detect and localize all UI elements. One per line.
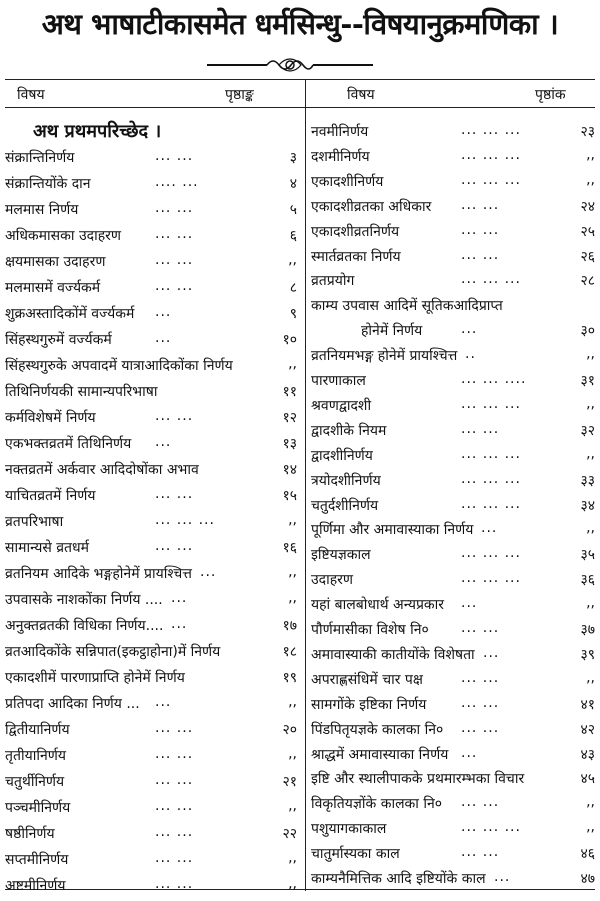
right-page-header: पृष्ठांक (535, 87, 566, 103)
entry-label: मलमासमें वर्ज्यकर्म (5, 280, 101, 296)
leader-dots: ... ... (155, 876, 194, 892)
page-number: २६ (580, 248, 595, 265)
index-entry (5, 876, 297, 901)
index-entry (5, 382, 297, 407)
page-title: अथ भाषाटीकासमेत धर्मसिन्धु--विषयानुक्रमणिका । (41, 7, 559, 41)
page-number: ,, (586, 520, 595, 537)
index-entry (311, 197, 595, 222)
page-number: ,, (288, 876, 297, 892)
entry-label: यहां बालबोधार्थ अन्यप्रकार (311, 597, 445, 614)
entry-label: इष्टियज्ञकाल (311, 547, 371, 564)
entry-label: काम्य उपवास आदिमें सूतिकआदिप्राप्त (311, 298, 503, 315)
page-number: ,, (586, 346, 595, 363)
page-number: ३७ (580, 622, 595, 638)
page-number: १९ (282, 670, 297, 686)
leader-dots: ... ... (461, 694, 500, 711)
entry-label: दशमीनिर्णय (311, 148, 370, 165)
page-number: ,, (586, 171, 595, 188)
index-entry (311, 421, 595, 446)
index-entry (5, 720, 297, 745)
page-number: ३३ (580, 472, 595, 489)
entry-label: अपराह्णसंधिमें चार पक्ष (311, 671, 423, 688)
entry-label: सिंहस्थगुरुमें वर्ज्यकर्म (5, 332, 112, 348)
page-number: १८ (282, 644, 297, 660)
leader-dots: ... (171, 616, 188, 632)
entry-label: एकभक्तव्रतमें तिथिनिर्णय (5, 436, 132, 452)
index-entry (5, 512, 297, 537)
entry-label: सामान्यसे व्रतधर्म (5, 540, 89, 556)
leader-dots: ... ... (155, 850, 194, 866)
leader-dots: ... ... (461, 794, 500, 811)
page-number: २० (282, 722, 297, 738)
leader-dots: ... ... ... (461, 495, 521, 512)
index-entry (311, 247, 595, 272)
entry-label: सामगोंके इष्टिका निर्णय (311, 696, 427, 713)
entry-label: तिथिनिर्णयकी सामान्यपरिभाषा (5, 384, 158, 400)
leader-dots: ... ... (155, 720, 194, 736)
right-subject-header: विषय (347, 87, 375, 103)
leader-dots: ... ... (155, 200, 194, 216)
entry-label: पञ्चमीनिर्णय (5, 800, 71, 816)
page-number: १७ (282, 618, 297, 634)
leader-dots: ... ... (461, 719, 500, 736)
page-number: ,, (288, 252, 297, 268)
section-heading: अथ प्रथमपरिच्छेद । (33, 121, 162, 142)
leader-dots: ... ... (155, 278, 194, 294)
left-column (5, 79, 305, 894)
leader-dots: ... ... ... (461, 570, 521, 587)
page-number: १४ (282, 462, 297, 478)
page-number: १३ (282, 436, 297, 452)
page-number: ५ (289, 202, 297, 218)
index-entry (311, 670, 595, 695)
entry-label: एकादशीव्रतका अधिकार (311, 198, 432, 215)
page-number: ,, (288, 356, 297, 372)
entry-label: नवमीनिर्णय (311, 124, 369, 140)
leader-dots: ... ... (155, 772, 194, 788)
entry-label: द्वादशीके नियम (311, 422, 387, 439)
entry-label: एकादशीनिर्णय (311, 173, 384, 190)
index-entry (311, 147, 595, 172)
entry-label: सप्तमीनिर्णय (5, 852, 69, 868)
page-number: ३२ (580, 422, 595, 439)
entry-label: द्वितीयानिर्णय (5, 722, 70, 738)
leader-dots: ... (494, 869, 511, 885)
page-number: ,, (586, 395, 595, 412)
page-number: २१ (282, 774, 297, 790)
index-entry (311, 695, 595, 720)
page-number: १२ (282, 410, 297, 426)
index-entry (311, 371, 595, 396)
page-number: ३४ (580, 497, 595, 514)
column-separator (305, 79, 306, 891)
entry-label: मलमास निर्णय (5, 202, 79, 218)
entry-label: व्रतनियमभङ्ग होनेमें प्रायश्चित्त (311, 348, 458, 365)
index-entry (5, 564, 297, 589)
leader-dots: ... ... (155, 746, 194, 762)
entry-label: उपवासके नाशकोंका निर्णय .... (5, 592, 163, 608)
entry-label: नक्तव्रतमें अर्कवार आदिदोषोंका अभाव (5, 462, 199, 478)
leader-dots: ... ... ... (461, 470, 521, 487)
index-entry (311, 271, 595, 296)
entry-label: अष्टमीनिर्णय (5, 878, 66, 894)
index-entry (311, 446, 595, 471)
entry-label: व्रतनियम आदिके भङ्गहोनेमें प्रायश्चित्त (5, 566, 192, 582)
leader-dots: ... ... (461, 420, 500, 437)
index-entry (311, 869, 595, 894)
page-number: ,, (586, 669, 595, 686)
leader-dots: ... (461, 595, 478, 612)
leader-dots: ... ... (461, 196, 500, 213)
index-entry (5, 460, 297, 485)
leader-dots: ... ... (155, 824, 194, 840)
entry-label: विकृतियज्ञोंके कालका नि० (311, 796, 443, 813)
index-entry (311, 769, 595, 794)
index-entry (311, 570, 595, 595)
entry-label: होनेमें निर्णय (361, 323, 423, 340)
entry-label: काम्यनैमित्तिक आदि इष्टियोंके काल (311, 871, 486, 887)
page-number: २८ (580, 273, 595, 290)
entry-label: व्रतप्रयोग (311, 273, 355, 290)
index-entry (5, 408, 297, 433)
page-number: ,, (586, 819, 595, 836)
index-entry (311, 794, 595, 819)
leader-dots: ... ... ... (461, 819, 521, 836)
entry-label: चातुर्मास्यका काल (311, 846, 400, 863)
page-number: ३५ (580, 547, 595, 564)
entry-label: याचितव्रतमें निर्णय (5, 488, 96, 504)
entry-label: शुक्रअस्तादिकोंमें वर्ज्यकर्म (5, 306, 135, 322)
leader-dots: ... ... ... (461, 545, 521, 562)
page-number: २३ (580, 124, 595, 140)
leader-dots: ... ... (155, 538, 194, 554)
index-entry (311, 496, 595, 521)
page-number: १६ (282, 540, 297, 556)
index-entry (5, 200, 297, 225)
page-number: ३० (580, 323, 595, 340)
entry-label: द्वादशीनिर्णय (311, 447, 373, 464)
entry-label: अधिकमासका उदाहरण (5, 228, 121, 244)
page-number: ,, (586, 445, 595, 462)
page-number: ९ (289, 306, 297, 322)
leader-dots: ... (481, 520, 498, 537)
entry-label: इष्टि और स्थालीपाकके प्रथमारम्भका विचार (311, 771, 525, 788)
page-number: ,, (288, 694, 297, 710)
entry-label: श्रवणद्वादशी (311, 397, 372, 414)
index-entry (311, 296, 595, 321)
page-number: ४७ (580, 871, 595, 887)
entry-label: श्राद्धमें अमावास्याका निर्णय (311, 746, 449, 763)
index-entry (311, 396, 595, 421)
index-entry (311, 520, 595, 545)
entry-label: पिंडपितृयज्ञके कालका नि० (311, 721, 444, 738)
page-number: ,, (586, 595, 595, 612)
left-subject-header: विषय (17, 87, 45, 103)
index-entry (5, 356, 297, 381)
index-entry (5, 148, 297, 173)
page-number: ,, (288, 798, 297, 814)
index-entry (5, 616, 297, 641)
leader-dots: ... ... (461, 620, 500, 636)
index-entry (311, 222, 595, 247)
entry-label: व्रतपरिभाषा (5, 514, 64, 530)
leader-dots: ... ... ... (461, 271, 521, 288)
index-entry (5, 590, 297, 615)
leader-dots: ... ... (155, 798, 194, 814)
leader-dots: ... ... (461, 844, 500, 861)
index-entry (311, 321, 595, 346)
leader-dots: .. (465, 346, 476, 363)
page-number: ४३ (580, 746, 595, 763)
index-entry (311, 844, 595, 869)
entry-label: उदाहरण (311, 572, 354, 589)
index-entry (311, 545, 595, 570)
leader-dots: ... ... (155, 226, 194, 242)
leader-dots: ... (155, 434, 172, 450)
index-entry (5, 772, 297, 797)
entry-label: कर्मविशेषमें निर्णय (5, 410, 96, 426)
leader-dots: ... (155, 304, 172, 320)
index-entry (5, 278, 297, 303)
index-entry (311, 620, 595, 645)
leader-dots: ... (483, 644, 500, 661)
index-entry (5, 668, 297, 693)
page-number: १५ (282, 488, 297, 504)
index-entry (311, 172, 595, 197)
leader-dots: ... ... ... (461, 146, 521, 163)
entry-label: प्रतिपदा आदिका निर्णय ... (5, 696, 140, 712)
index-entry (5, 226, 297, 251)
page-number: ४१ (580, 696, 595, 713)
leader-dots: ... ... ... (461, 395, 521, 412)
index-entry (5, 798, 297, 823)
leader-dots: ... ... (155, 252, 194, 268)
entry-label: सिंहस्थगुरुके अपवादमें यात्राआदिकोंका निर्णय (5, 358, 233, 374)
page-number: ४६ (580, 846, 595, 863)
index-entry (5, 746, 297, 771)
leader-dots: ... (200, 564, 217, 580)
index-entry (5, 434, 297, 459)
entry-label: पौर्णमासीका विशेष नि० (311, 622, 429, 638)
leader-dots: ... ... ... (155, 512, 215, 528)
page-number: ३९ (580, 646, 595, 663)
leader-dots: ... ... (155, 408, 194, 424)
page-number: ६ (289, 228, 297, 244)
index-entry (5, 694, 297, 719)
page-number: ११ (282, 384, 297, 400)
left-page-header: पृष्ठाङ्क (225, 87, 254, 103)
entry-label: संक्रान्तिनिर्णय (5, 150, 75, 166)
page-number: ४५ (580, 771, 595, 788)
leader-dots: ... ... (461, 669, 500, 686)
page-number: ४ (289, 176, 297, 192)
index-entry (311, 819, 595, 844)
index-entry (5, 486, 297, 511)
page-number: ३ (289, 150, 297, 166)
page-number: २२ (282, 826, 297, 842)
entry-label: क्षयमासका उदाहरण (5, 254, 106, 270)
entry-label: एकादशीव्रतनिर्णय (311, 223, 400, 240)
leader-dots: ... ... ... (461, 445, 521, 462)
entry-label: पशुयागकाकाल (311, 821, 387, 838)
entry-label: त्रयोदशीनिर्णय (311, 472, 381, 489)
index-entry (311, 645, 595, 670)
leader-dots: ... ... (461, 221, 500, 238)
index-entry (311, 720, 595, 745)
page-number: ,, (586, 794, 595, 811)
page-number: १० (282, 332, 297, 348)
index-entry (5, 642, 297, 667)
index-entry (5, 122, 297, 147)
index-entry (5, 538, 297, 563)
index-entry (5, 174, 297, 199)
index-entry (311, 346, 595, 371)
page-number: ,, (288, 512, 297, 528)
entry-label: एकादशीमें पारणाप्राप्ति होनेमें निर्णय (5, 670, 185, 686)
entry-label: तृतीयानिर्णय (5, 748, 66, 764)
page-number: ४२ (580, 721, 595, 738)
index-entry (5, 330, 297, 355)
leader-dots: ... (155, 694, 172, 710)
page-number: ३१ (580, 373, 595, 389)
ornament-divider (205, 52, 375, 78)
page-number: ,, (288, 590, 297, 606)
leader-dots: ... (155, 330, 172, 346)
entry-label: संक्रान्तियोंके दान (5, 176, 91, 192)
entry-label: षष्ठीनिर्णय (5, 826, 55, 842)
index-entry (5, 824, 297, 849)
page-number: ,, (586, 146, 595, 163)
leader-dots: ... ... (155, 148, 194, 164)
index-entry (311, 471, 595, 496)
entry-label: चतुर्दशीनिर्णय (311, 497, 379, 514)
entry-label: स्मार्तव्रतका निर्णय (311, 248, 401, 265)
page-number: २५ (580, 223, 595, 240)
index-entry (311, 595, 595, 620)
index-entry (5, 252, 297, 277)
leader-dots: ... ... ... (461, 171, 521, 188)
leader-dots: ... ... ... (461, 122, 521, 138)
page-number: ८ (289, 280, 297, 296)
leader-dots: ... (461, 321, 478, 338)
entry-label: पूर्णिमा और अमावास्याका निर्णय (311, 522, 474, 539)
leader-dots: ... ... .... (461, 371, 527, 387)
index-entry (311, 745, 595, 770)
index-table (5, 79, 595, 894)
page-number: २४ (580, 198, 595, 215)
page-number: ,, (288, 850, 297, 866)
leader-dots: ... (461, 744, 478, 761)
entry-label: अमावास्याकी कातीयोंके विशेषता (311, 646, 475, 663)
page-number: ३६ (580, 572, 595, 589)
entry-label: पारणाकाल (311, 373, 366, 389)
index-entry (5, 850, 297, 875)
entry-label: चतुर्थीनिर्णय (5, 774, 65, 790)
leader-dots: ... (171, 590, 188, 606)
leader-dots: ... ... (461, 246, 500, 263)
page-number: ,, (288, 564, 297, 580)
index-entry (5, 304, 297, 329)
leader-dots: .... ... (155, 174, 199, 190)
index-entry (311, 122, 595, 147)
right-column (307, 79, 600, 891)
entry-label: व्रतआदिकोंके सन्निपात(इकट्ठाहोना)में निर्णय (5, 644, 221, 660)
leader-dots: ... ... (155, 486, 194, 502)
page-number: ,, (288, 746, 297, 762)
entry-label: अनुक्तव्रतकी विधिका निर्णय.... (5, 618, 164, 634)
